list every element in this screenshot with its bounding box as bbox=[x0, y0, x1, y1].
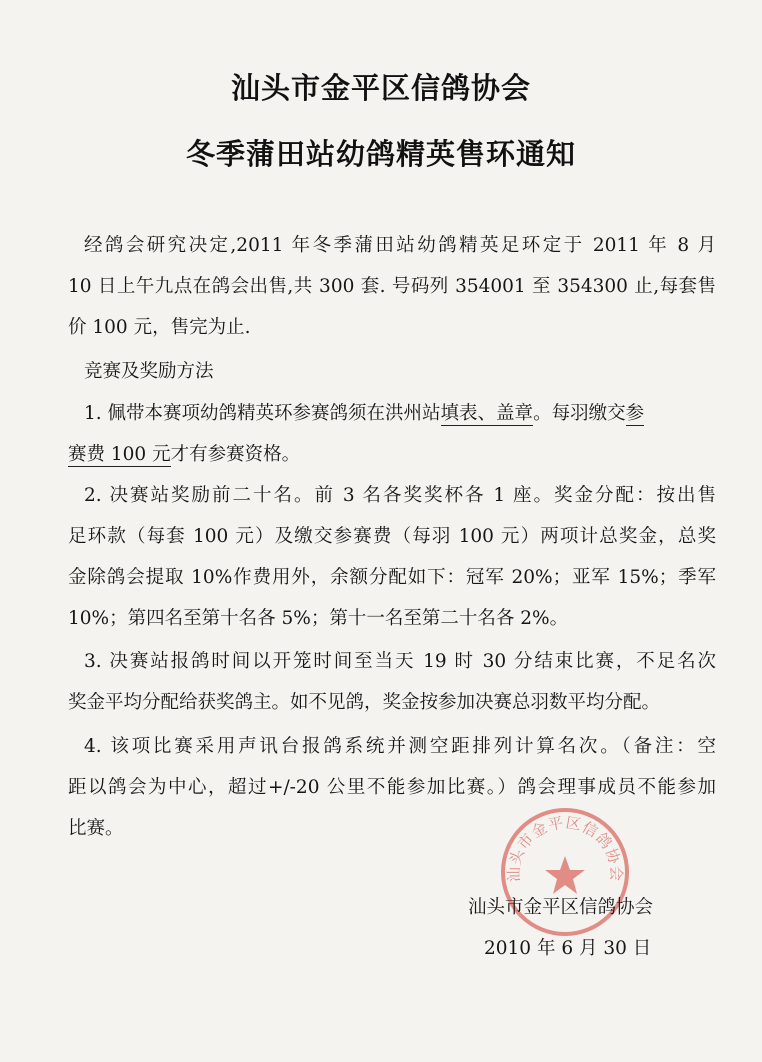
seal-star-icon bbox=[545, 856, 585, 894]
notice-title: 冬季蒲田站幼鸽精英售环通知 bbox=[185, 137, 576, 171]
rule-2-line-2: 足环款（每套 100 元）及缴交参赛费（每羽 100 元）两项计总奖金，总奖 bbox=[68, 526, 716, 547]
seal-text: 汕头市金平区信鸽协会 bbox=[504, 813, 626, 882]
rule-4-line-3: 比赛。 bbox=[68, 818, 124, 839]
rules-heading: 竞赛及奖励方法 bbox=[84, 361, 214, 382]
rule-4-line-2: 距以鸽会为中心，超过+/-20 公里不能参加比赛。）鸽会理事成员不能参加 bbox=[68, 777, 716, 798]
intro-line-2: 10 日上午九点在鸽会出售,共 300 套. 号码列 354001 至 354300 止,每套售 bbox=[68, 276, 716, 297]
signature-org: 汕头市金平区信鸽协会 bbox=[468, 897, 654, 918]
rule-2-line-4: 10%；第四名至第十名各 5%；第十一名至第二十名各 2%。 bbox=[68, 608, 569, 629]
rule-1-text-a: 1. 佩带本赛项幼鸽精英环参赛鸽须在洪州站 bbox=[84, 403, 441, 424]
rule-1-text-c: 。每羽缴交 bbox=[533, 403, 626, 424]
intro-line-1: 经鸽会研究决定,2011 年冬季蒲田站幼鸽精英足环定于 2011 年 8 月 bbox=[84, 235, 716, 256]
rule-3-line-2: 奖金平均分配给获奖鸽主。如不见鸽，奖金按参加决赛总羽数平均分配。 bbox=[68, 692, 661, 713]
rule-1-underlined-fee: 赛费 100 元 bbox=[68, 444, 171, 465]
signature-date: 2010 年 6 月 30 日 bbox=[484, 938, 652, 959]
intro-line-3: 价 100 元，售完为止. bbox=[68, 317, 251, 338]
rule-1-underlined-form: 填表、盖章 bbox=[440, 403, 534, 424]
rule-1-line-1 bbox=[84, 399, 644, 425]
rule-2-line-1: 2. 决赛站奖励前二十名。前 3 名各奖奖杯各 1 座。奖金分配：按出售 bbox=[84, 485, 716, 506]
rule-1-text-f: 才有参赛资格。 bbox=[170, 444, 301, 465]
official-seal bbox=[497, 804, 633, 940]
rule-1-underlined-fee-start: 参 bbox=[625, 403, 645, 424]
rule-3-line-1: 3. 决赛站报鸽时间以开笼时间至当天 19 时 30 分结束比赛，不足名次 bbox=[84, 651, 716, 672]
rule-4-line-1: 4. 该项比赛采用声讯台报鸽系统并测空距排列计算名次。（备注：空 bbox=[84, 736, 716, 757]
org-title: 汕头市金平区信鸽协会 bbox=[230, 71, 531, 105]
rule-2-line-3: 金除鸽会提取 10%作费用外，余额分配如下：冠军 20%；亚军 15%；季军 bbox=[68, 567, 716, 588]
rule-1-line-2 bbox=[68, 440, 300, 466]
